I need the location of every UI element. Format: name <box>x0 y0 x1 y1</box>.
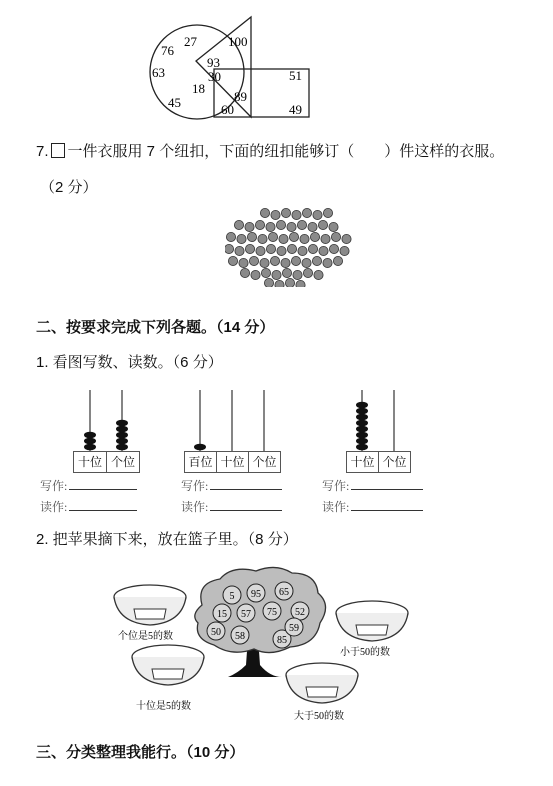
place-label: 十位 <box>346 451 379 473</box>
write-row-3 <box>322 477 423 494</box>
abacus-2-labels <box>184 451 281 473</box>
button-dot <box>298 246 307 255</box>
abacus-3-rods <box>346 384 416 454</box>
write-row-2 <box>181 477 282 494</box>
place-label: 个位 <box>107 451 140 473</box>
button-dot <box>264 278 273 287</box>
button-dot <box>235 246 244 255</box>
apple-number: 50 <box>211 627 221 638</box>
basket-icon <box>114 585 186 625</box>
button-dot <box>281 208 290 217</box>
basket-icon <box>132 645 204 685</box>
apple-number: 65 <box>279 587 289 598</box>
button-dot <box>314 270 323 279</box>
basket-label: 个位是5的数 <box>118 631 173 642</box>
button-dot <box>329 222 338 231</box>
buttons-pile <box>225 207 360 287</box>
button-dot <box>268 232 277 241</box>
abacus-bead <box>194 444 206 451</box>
button-dot <box>319 246 328 255</box>
button-dot <box>331 232 340 241</box>
apple-number: 52 <box>295 607 305 618</box>
abacus-1-labels <box>73 451 140 473</box>
button-dot <box>271 210 280 219</box>
button-dot <box>287 244 296 253</box>
place-label: 个位 <box>379 451 411 473</box>
button-dot <box>318 220 327 229</box>
button-dot <box>258 234 267 243</box>
abacus-bead <box>84 444 96 451</box>
question-7 <box>36 140 504 161</box>
button-dot <box>340 246 349 255</box>
button-dot <box>342 234 351 243</box>
circle-number: 63 <box>152 65 165 80</box>
button-dot <box>249 256 258 265</box>
button-dot <box>251 270 260 279</box>
button-dot <box>329 244 338 253</box>
button-dot <box>256 246 265 255</box>
button-dot <box>228 256 237 265</box>
basket-icon <box>336 601 408 641</box>
circle-number: 76 <box>161 43 174 58</box>
place-label: 百位 <box>184 451 217 473</box>
button-dot <box>234 220 243 229</box>
abacus-2-rods <box>184 384 284 454</box>
button-dot <box>245 244 254 253</box>
button-dot <box>303 268 312 277</box>
place-label: 个位 <box>249 451 281 473</box>
circle-number: 93 <box>207 55 220 70</box>
button-dot <box>302 258 311 267</box>
button-dot <box>296 280 305 287</box>
button-dot <box>287 222 296 231</box>
button-dot <box>323 208 332 217</box>
abacus-bead <box>356 432 368 439</box>
abacus-bead <box>356 402 368 409</box>
button-dot <box>276 220 285 229</box>
apple-number: 95 <box>251 589 261 600</box>
apple-number: 5 <box>229 591 235 602</box>
read-row-1 <box>40 498 137 515</box>
write-label: 写作: <box>181 479 209 493</box>
abacus-3-labels <box>346 451 411 473</box>
button-dot <box>333 256 342 265</box>
abacus-bead <box>356 426 368 433</box>
section-2-title: 二、按要求完成下列各题。（14 分） <box>36 319 275 336</box>
button-dot <box>260 208 269 217</box>
write-row-1 <box>40 477 137 494</box>
abacus-bead <box>116 432 128 439</box>
button-dot <box>272 270 281 279</box>
button-dot <box>323 258 332 267</box>
triangle-number: 89 <box>234 89 247 104</box>
button-dot <box>225 244 234 253</box>
button-dot <box>285 278 294 287</box>
answer-blank[interactable] <box>210 489 282 490</box>
button-dot <box>260 258 269 267</box>
abacus-bead <box>116 438 128 445</box>
basket-label: 大于50的数 <box>294 711 344 722</box>
answer-blank[interactable] <box>69 510 137 511</box>
abacus-bead <box>116 426 128 433</box>
button-dot <box>292 210 301 219</box>
basket-icon <box>286 663 358 703</box>
button-dot <box>289 232 298 241</box>
button-dot <box>300 234 309 243</box>
triangle-number: 30 <box>208 69 221 84</box>
button-dot <box>237 234 246 243</box>
read-row-2 <box>181 498 282 515</box>
button-dot <box>293 270 302 279</box>
apple-number: 58 <box>235 631 245 642</box>
read-label: 读作: <box>322 500 350 514</box>
apple-number: 85 <box>277 635 287 646</box>
place-label: 十位 <box>73 451 107 473</box>
answer-blank[interactable] <box>351 510 423 511</box>
button-dot <box>281 258 290 267</box>
basket-label: 十位是5的数 <box>136 701 191 712</box>
checkbox-icon <box>51 143 65 158</box>
triangle-number: 60 <box>221 102 234 117</box>
write-label: 写作: <box>322 479 350 493</box>
read-row-3 <box>322 498 423 515</box>
button-dot <box>261 268 270 277</box>
button-dot <box>308 244 317 253</box>
button-dot <box>310 232 319 241</box>
write-label: 写作: <box>40 479 68 493</box>
shapes-figure <box>140 10 320 125</box>
answer-blank[interactable] <box>210 510 282 511</box>
button-dot <box>245 222 254 231</box>
apple-number: 75 <box>267 607 277 618</box>
button-dot <box>266 244 275 253</box>
rect-number: 49 <box>289 102 302 117</box>
place-label: 十位 <box>217 451 249 473</box>
abacus-bead <box>84 438 96 445</box>
button-dot <box>313 210 322 219</box>
abacus-bead <box>84 432 96 439</box>
answer-blank[interactable] <box>69 489 137 490</box>
answer-blank[interactable] <box>351 489 423 490</box>
abacus-bead <box>116 444 128 451</box>
button-dot <box>266 222 275 231</box>
button-dot <box>282 268 291 277</box>
triangle-number: 18 <box>192 81 205 96</box>
read-label: 读作: <box>40 500 68 514</box>
button-dot <box>302 208 311 217</box>
button-dot <box>308 222 317 231</box>
abacus-bead <box>356 444 368 451</box>
abacus-bead <box>356 420 368 427</box>
abacus-bead <box>356 414 368 421</box>
read-label: 读作: <box>181 500 209 514</box>
abacus-bead <box>116 420 128 427</box>
question-text: 一件衣服用 7 个纽扣，下面的纽扣能够订（ ）件这样的衣服。 <box>67 143 505 160</box>
question-2-2: 2. 把苹果摘下来，放在篮子里。（8 分） <box>36 531 298 548</box>
apple-tree-figure <box>110 565 440 725</box>
button-dot <box>239 258 248 267</box>
rect-number: 51 <box>289 68 302 83</box>
circle-number: 27 <box>184 34 197 49</box>
triangle-number: 100 <box>228 34 248 49</box>
button-dot <box>240 268 249 277</box>
button-dot <box>277 246 286 255</box>
apple-number: 15 <box>217 609 227 620</box>
apple-number: 57 <box>241 609 251 620</box>
button-dot <box>312 256 321 265</box>
section-3-title: 三、分类整理我能行。（10 分） <box>36 744 245 761</box>
button-dot <box>270 256 279 265</box>
button-dot <box>291 256 300 265</box>
question-score: （2 分） <box>40 179 98 196</box>
button-dot <box>321 234 330 243</box>
circle-number: 45 <box>168 95 181 110</box>
basket-label: 小于50的数 <box>340 647 390 658</box>
button-dot <box>279 234 288 243</box>
button-dot <box>275 280 284 287</box>
button-dot <box>297 220 306 229</box>
question-2-1: 1. 看图写数、读数。（6 分） <box>36 354 223 371</box>
abacus-bead <box>356 408 368 415</box>
question-number: 7. <box>36 143 49 160</box>
button-dot <box>226 232 235 241</box>
button-dot <box>247 232 256 241</box>
apple-number: 59 <box>289 623 299 634</box>
button-dot <box>255 220 264 229</box>
abacus-bead <box>356 438 368 445</box>
